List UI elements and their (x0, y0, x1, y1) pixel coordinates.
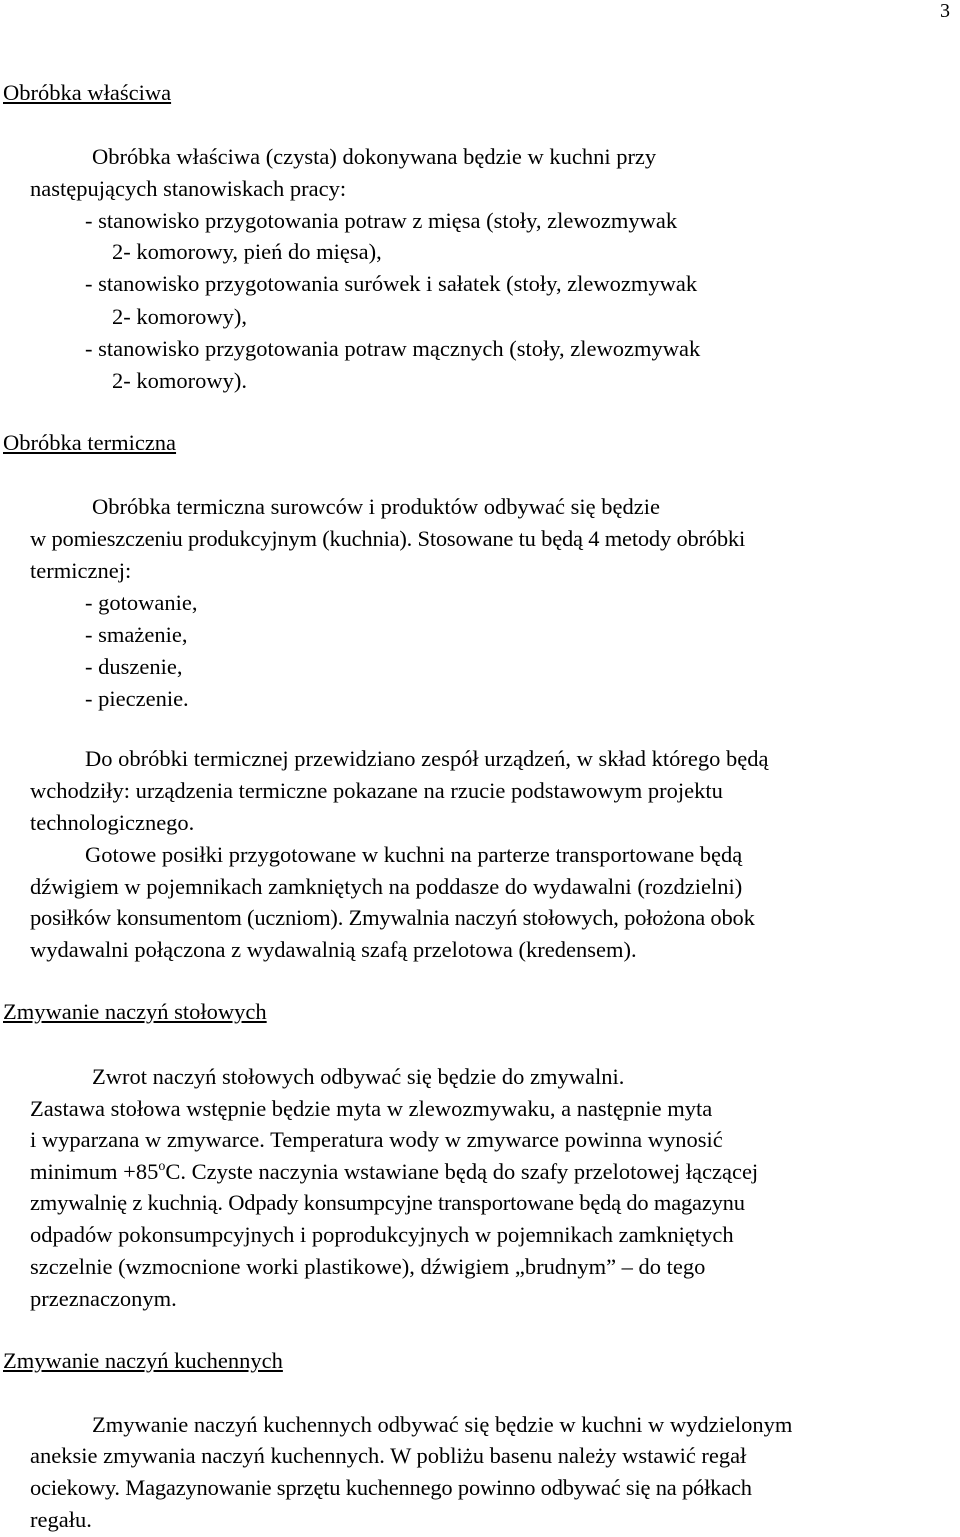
paragraph-line: wydawalni połączona z wydawalnią szafą przelotowa (kredensem). (30, 937, 637, 962)
list-item: - pieczenie. (85, 686, 189, 711)
paragraph-line: Zastawa stołowa wstępnie będzie myta w zlewozmywaku, a następnie myta (30, 1096, 713, 1121)
list-item-continuation: 2- komorowy, pień do mięsa), (112, 239, 382, 264)
list-item-continuation: 2- komorowy). (112, 368, 247, 393)
list-item: - stanowisko przygotowania potraw mącznych (stoły, zlewozmywak (85, 336, 701, 361)
list-item: - stanowisko przygotowania surówek i sałatek (stoły, zlewozmywak (85, 271, 698, 296)
paragraph-line: szczelnie (wzmocnione worki plastikowe), dźwigiem „brudnym” – do tego (30, 1254, 706, 1279)
paragraph-line: regału. (30, 1507, 92, 1532)
list-item: - stanowisko przygotowania potraw z mięsa (stoły, zlewozmywak (85, 208, 678, 233)
paragraph-line: w pomieszczeniu produkcyjnym (kuchnia). Stosowane tu będą 4 metody obróbki (30, 526, 746, 551)
page-number: 3 (940, 0, 950, 22)
section-heading-zmywanie-naczyn-stolowych: Zmywanie naczyń stołowych (3, 999, 267, 1024)
paragraph-line: aneksie zmywania naczyń kuchennych. W pobliżu basenu należy wstawić regał (30, 1443, 747, 1468)
degree-superscript: o (158, 1159, 166, 1174)
paragraph-line: i wyparzana w zmywarce. Temperatura wody w zmywarce powinna wynosić (30, 1127, 723, 1152)
paragraph-line: zmywalnię z kuchnią. Odpady konsumpcyjne transportowane będą do magazynu (30, 1190, 745, 1215)
list-item-continuation: 2- komorowy), (112, 304, 247, 329)
paragraph-line: przeznaczonym. (30, 1286, 177, 1311)
paragraph-text: C. Czyste naczynia wstawiane będą do szafy przelotowej łączącej (165, 1159, 759, 1184)
paragraph-line: Obróbka właściwa (czysta) dokonywana będzie w kuchni przy (92, 144, 657, 169)
paragraph-line: Gotowe posiłki przygotowane w kuchni na parterze transportowane będą (85, 842, 743, 867)
paragraph-line: Do obróbki termicznej przewidziano zespół urządzeń, w skład którego będą (85, 746, 769, 771)
section-heading-obrobka-wlasciwa: Obróbka właściwa (3, 80, 172, 105)
paragraph-line: następujących stanowiskach pracy: (30, 176, 347, 201)
list-item: - smażenie, (85, 622, 188, 647)
section-heading-obrobka-termiczna: Obróbka termiczna (3, 430, 177, 455)
paragraph-line: odpadów pokonsumpcyjnych i poprodukcyjnych w pojemnikach zamkniętych (30, 1222, 734, 1247)
list-item: - duszenie, (85, 654, 183, 679)
paragraph-line: ociekowy. Magazynowanie sprzętu kuchennego powinno odbywać się na półkach (30, 1475, 752, 1500)
paragraph-line: technologicznego. (30, 810, 195, 835)
paragraph-line: termicznej: (30, 558, 132, 583)
paragraph-line: Zwrot naczyń stołowych odbywać się będzie do zmywalni. (92, 1064, 625, 1089)
temperature-text: minimum +85 (30, 1159, 159, 1184)
paragraph-line (30, 1159, 758, 1185)
paragraph-line: posiłków konsumentom (uczniom). Zmywalnia naczyń stołowych, położona obok (30, 905, 755, 930)
paragraph-line: dźwigiem w pojemnikach zamkniętych na poddasze do wydawalni (rozdzielni) (30, 874, 743, 899)
paragraph-line: Obróbka termiczna surowców i produktów odbywać się będzie (92, 494, 660, 519)
section-heading-zmywanie-naczyn-kuchennych: Zmywanie naczyń kuchennych (3, 1348, 283, 1373)
paragraph-line: Zmywanie naczyń kuchennych odbywać się będzie w kuchni w wydzielonym (92, 1412, 793, 1437)
list-item: - gotowanie, (85, 590, 198, 615)
paragraph-line: wchodziły: urządzenia termiczne pokazane na rzucie podstawowym projektu (30, 778, 723, 803)
